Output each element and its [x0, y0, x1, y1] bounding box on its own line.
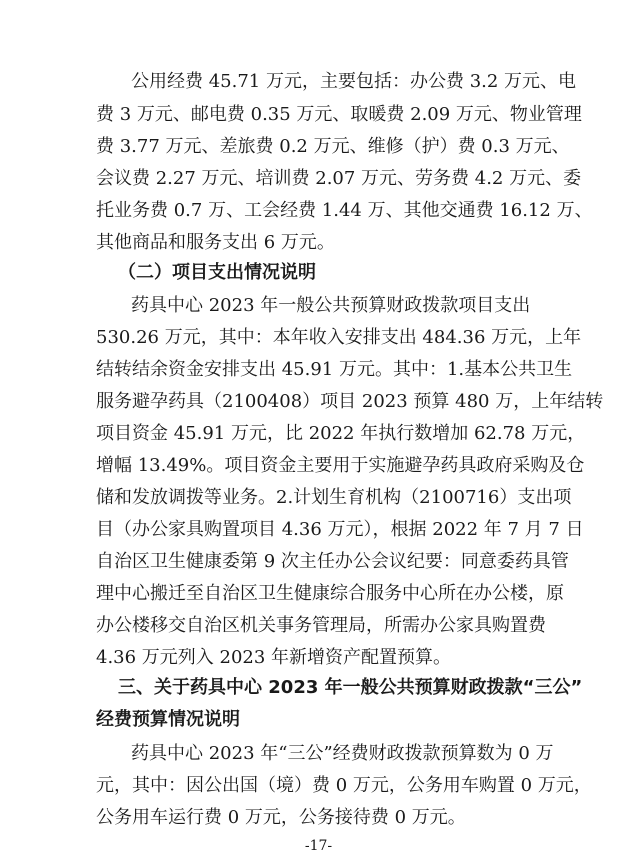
paragraph-three-public-line-3: 公务用车运行费 0 万元，公务接待费 0 万元。 [96, 807, 466, 828]
paragraph-project-expense-line-12: 4.36 万元列入 2023 年新增资产配置预算。 [96, 647, 452, 668]
paragraph-public-expense-line-6: 其他商品和服务支出 6 万元。 [96, 232, 335, 253]
paragraph-public-expense-line-4: 会议费 2.27 万元、培训费 2.07 万元、劳务费 4.2 万元、委 [96, 168, 582, 189]
paragraph-project-expense-line-11: 办公楼移交自治区机关事务管理局，所需办公家具购置费 [96, 615, 546, 636]
paragraph-project-expense-line-7: 储和发放调拨等业务。2.计划生育机构（2100716）支出项 [96, 487, 572, 508]
section-three-heading-line-2: 经费预算情况说明 [96, 709, 240, 730]
paragraph-public-expense-line-5: 托业务费 0.7 万、工会经费 1.44 万、其他交通费 16.12 万、 [96, 200, 593, 221]
paragraph-public-expense-line-2: 费 3 万元、邮电费 0.35 万元、取暖费 2.09 万元、物业管理 [96, 104, 582, 125]
paragraph-three-public-line-1: 药具中心 2023 年“三公”经费财政拨款预算数为 0 万 [131, 743, 554, 764]
paragraph-project-expense-line-1: 药具中心 2023 年一般公共预算财政拨款项目支出 [131, 295, 531, 316]
paragraph-project-expense-line-9: 自治区卫生健康委第 9 次主任办公会议纪要：同意委药具管 [96, 551, 569, 572]
page-number: -17- [304, 838, 333, 854]
paragraph-public-expense-line-1: 公用经费 45.71 万元，主要包括：办公费 3.2 万元、电 [131, 71, 577, 92]
paragraph-three-public-line-2: 元，其中：因公出国（境）费 0 万元，公务用车购置 0 万元， [96, 775, 592, 796]
section-two-heading: （二）项目支出情况说明 [118, 262, 316, 283]
paragraph-project-expense-line-4: 服务避孕药具（2100408）项目 2023 预算 480 万，上年结转 [96, 391, 604, 412]
paragraph-project-expense-line-2: 530.26 万元，其中：本年收入安排支出 484.36 万元，上年 [96, 327, 582, 348]
paragraph-project-expense-line-8: 目（办公家具购置项目 4.36 万元），根据 2022 年 7 月 7 日 [96, 519, 584, 540]
paragraph-project-expense-line-10: 理中心搬迁至自治区卫生健康综合服务中心所在办公楼，原 [96, 583, 564, 604]
paragraph-public-expense-line-3: 费 3.77 万元、差旅费 0.2 万元、维修（护）费 0.3 万元、 [96, 136, 570, 157]
paragraph-project-expense-line-3: 结转结余资金安排支出 45.91 万元。其中：1.基本公共卫生 [96, 359, 573, 380]
paragraph-project-expense-line-6: 增幅 13.49%。项目资金主要用于实施避孕药具政府采购及仓 [96, 455, 585, 476]
section-three-heading-line-1: 三、关于药具中心 2023 年一般公共预算财政拨款“三公” [118, 677, 583, 698]
paragraph-project-expense-line-5: 项目资金 45.91 万元，比 2022 年执行数增加 62.78 万元， [96, 423, 586, 444]
